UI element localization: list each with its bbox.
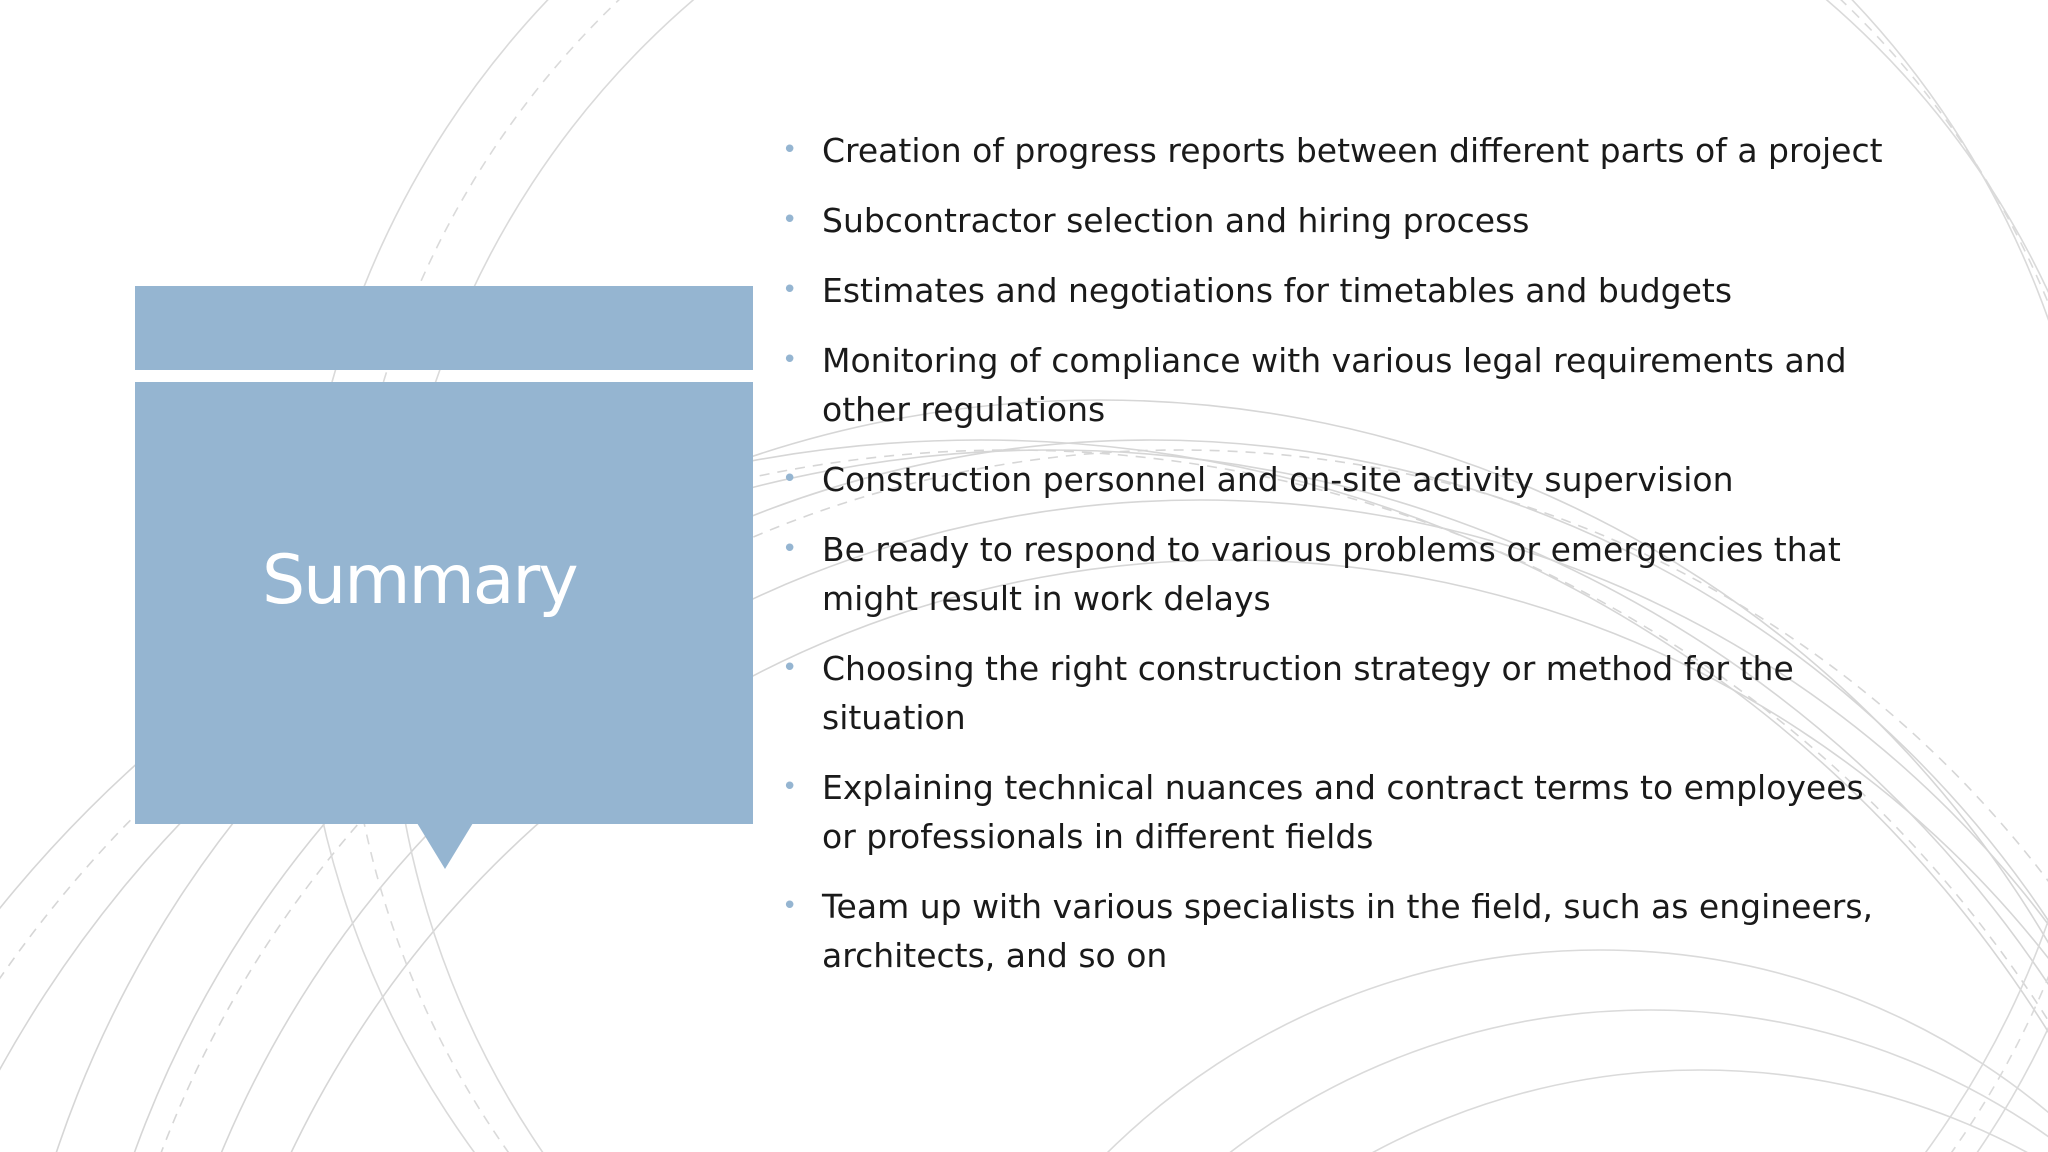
bullet-text: Monitoring of compliance with various legal requirements and other regulations <box>822 341 1847 429</box>
bullet-dot-icon: • <box>782 135 798 165</box>
callout-pointer <box>417 823 473 869</box>
bullet-item <box>782 644 1892 742</box>
bullet-item <box>782 455 1892 504</box>
bullet-text: Be ready to respond to various problems or emergencies that might result in work delays <box>822 530 1841 618</box>
bullet-dot-icon: • <box>782 205 798 235</box>
bullet-item <box>782 266 1892 315</box>
bullet-text: Team up with various specialists in the field, such as engineers, architects, and so on <box>822 887 1874 975</box>
bullet-text: Estimates and negotiations for timetables and budgets <box>822 271 1733 310</box>
bullet-dot-icon: • <box>782 891 798 921</box>
bullet-dot-icon: • <box>782 653 798 683</box>
bullet-list <box>782 126 1892 1001</box>
bullet-dot-icon: • <box>782 275 798 305</box>
bullet-item <box>782 336 1892 434</box>
bullet-item <box>782 763 1892 861</box>
bullet-text: Explaining technical nuances and contract terms to employees or professionals in different fields <box>822 768 1864 856</box>
slide-title: Summary <box>262 541 577 620</box>
bullet-text: Creation of progress reports between different parts of a project <box>822 131 1883 170</box>
title-accent-strip <box>135 286 753 370</box>
bullet-text: Construction personnel and on-site activity supervision <box>822 460 1734 499</box>
bullet-item <box>782 882 1892 980</box>
bullet-text: Choosing the right construction strategy or method for the situation <box>822 649 1794 737</box>
bullet-item <box>782 196 1892 245</box>
bullet-dot-icon: • <box>782 534 798 564</box>
bullet-dot-icon: • <box>782 772 798 802</box>
bullet-item <box>782 525 1892 623</box>
bullet-item <box>782 126 1892 175</box>
bullet-text: Subcontractor selection and hiring process <box>822 201 1530 240</box>
bullet-dot-icon: • <box>782 464 798 494</box>
bullet-dot-icon: • <box>782 345 798 375</box>
